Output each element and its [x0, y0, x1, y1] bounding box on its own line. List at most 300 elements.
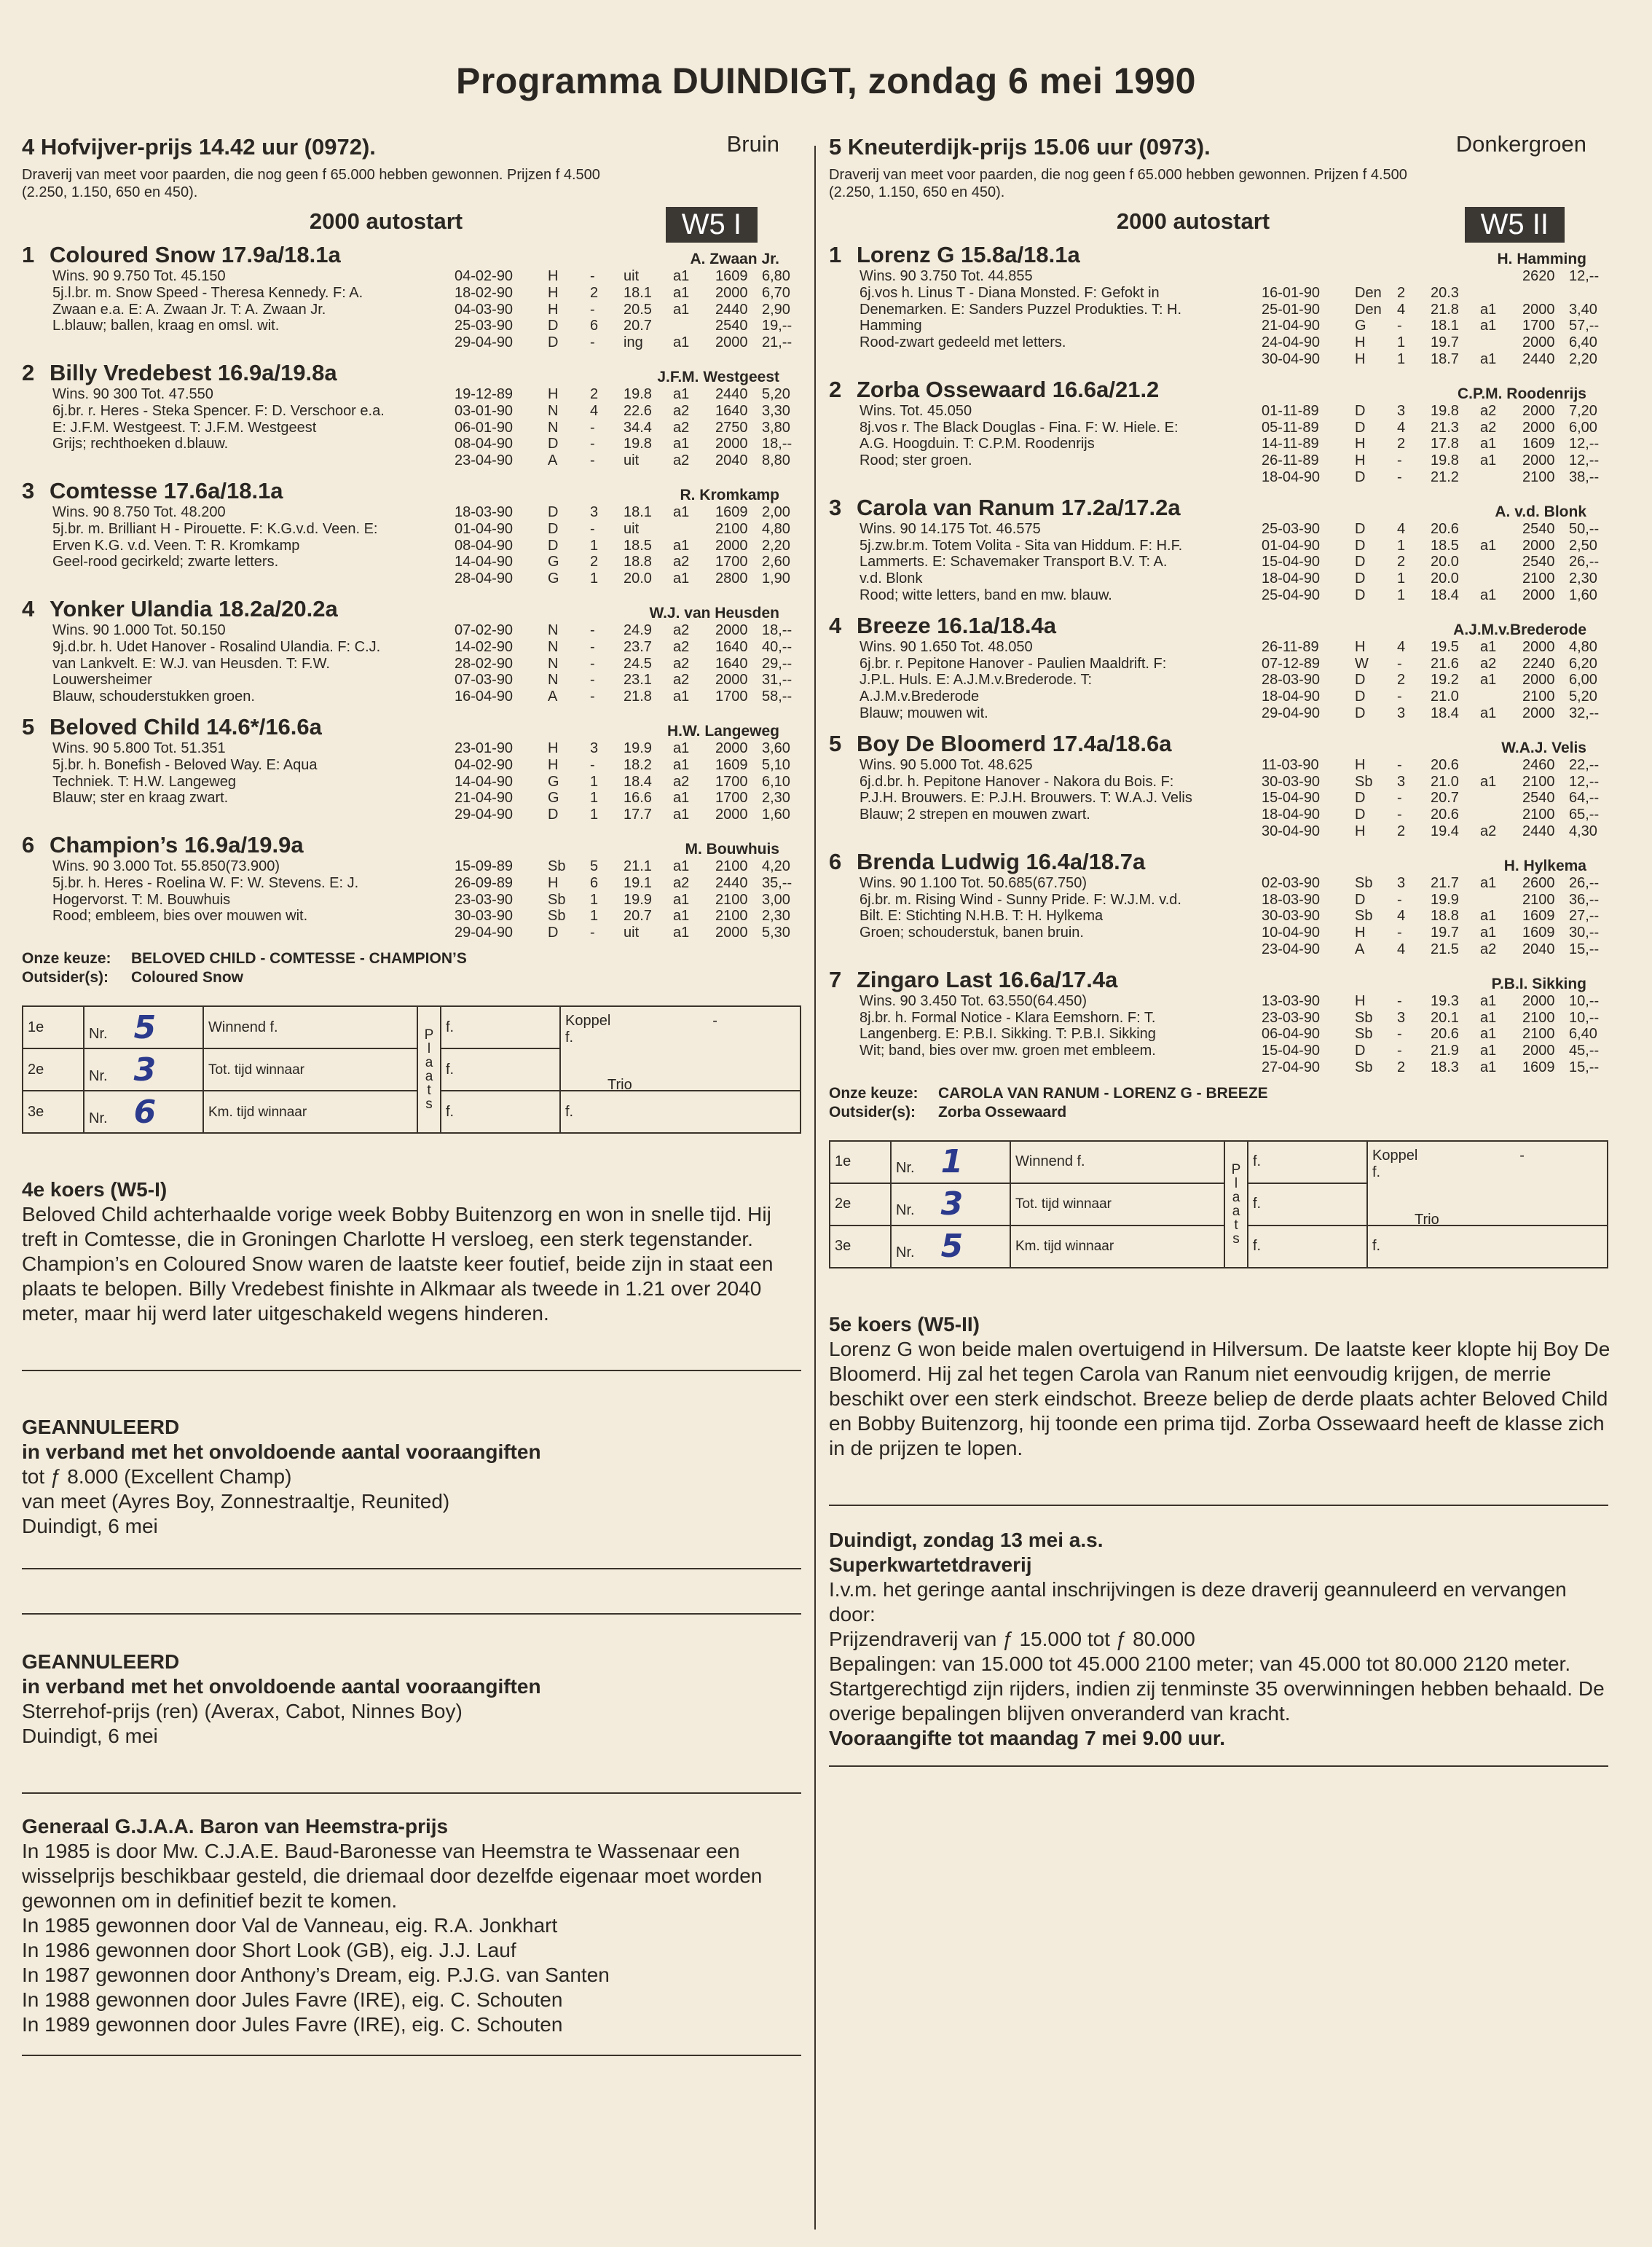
number-cell[interactable]: [891, 1141, 1010, 1183]
horse-description: [860, 403, 1267, 469]
trio-cell[interactable]: [1367, 1226, 1608, 1268]
description-line: Rood; ster groen.: [860, 452, 972, 469]
performance-cell: 3,00: [762, 891, 790, 908]
performance-cell: a2: [1480, 655, 1497, 672]
horse-details: [22, 622, 809, 708]
performance-cell: 06-01-90: [455, 419, 514, 436]
performance-cell: 18.1: [624, 504, 652, 520]
performance-cell: a2: [673, 672, 690, 689]
number-label: Nr.: [896, 1202, 915, 1219]
performance-row: [455, 538, 797, 554]
performance-row: [455, 689, 797, 705]
performance-cell: 18-04-90: [1262, 468, 1321, 485]
performance-cell: a2: [673, 554, 690, 570]
plaats-amount[interactable]: f.: [441, 1048, 560, 1091]
performance-row: [455, 908, 797, 925]
performance-cell: 23-04-90: [1262, 941, 1321, 957]
performance-cell: A: [548, 689, 558, 705]
performance-row: [1262, 554, 1604, 570]
performance-cell: 30-03-90: [455, 908, 514, 925]
performance-cell: 1: [590, 807, 599, 823]
performance-cell: 1: [590, 773, 599, 790]
performance-cell: 4: [1397, 908, 1406, 925]
number-cell[interactable]: [84, 1091, 203, 1133]
horse-entry: [829, 849, 1616, 961]
performance-cell: 14-04-90: [455, 554, 514, 570]
performance-cell: 2100: [1522, 1009, 1555, 1026]
performance-cell: 2100: [1522, 689, 1555, 705]
performance-cell: Sb: [1355, 773, 1373, 790]
handwritten-number[interactable]: 3: [940, 1185, 964, 1223]
description-line: 5j.br. h. Heres - Roelina W. F: W. Stevens. E: J.: [52, 874, 359, 891]
description-line: Denemarken. E: Sanders Puzzel Produkties. T: H.: [860, 301, 1182, 318]
performance-row: [455, 757, 797, 774]
rule: [829, 1505, 1608, 1506]
performance-cell: 3,30: [762, 402, 790, 419]
performance-cell: -: [590, 689, 595, 705]
performance-cell: 2000: [1522, 537, 1555, 554]
description-line: Rood; embleem, bies over mouwen wit.: [52, 908, 308, 925]
performance-cell: 2,90: [762, 301, 790, 318]
performance-cell: a1: [673, 268, 690, 284]
performance-cell: 2000: [715, 740, 748, 756]
performance-cell: a1: [1480, 1043, 1497, 1059]
performance-cell: 1: [590, 570, 599, 587]
performance-cell: 03-01-90: [455, 402, 514, 419]
performance-cell: 45,--: [1569, 1043, 1600, 1059]
performance-cell: 3: [1397, 705, 1406, 721]
performance-row: [455, 554, 797, 570]
performance-cell: D: [1355, 468, 1366, 485]
performance-cell: 20.0: [1431, 570, 1459, 587]
horse-description: [52, 386, 460, 452]
performance-cell: 17.7: [624, 807, 652, 823]
description-line: Wins. 90 3.000 Tot. 55.850(73.900): [52, 858, 280, 874]
performance-cell: 3: [590, 504, 599, 520]
description-line: Wins. 90 1.000 Tot. 50.150: [52, 622, 226, 638]
performance-cell: D: [548, 537, 559, 554]
trainer-name: J.F.M. Westgeest: [657, 369, 779, 385]
plaats-amount[interactable]: f.: [1248, 1226, 1367, 1268]
performance-cell: H: [548, 301, 559, 318]
performance-cell: 38,--: [1569, 468, 1600, 485]
description-line: v.d. Blonk: [860, 570, 923, 587]
performance-cell: N: [548, 402, 559, 419]
performance-cell: 19-12-89: [455, 386, 514, 402]
performance-cell: 58,--: [762, 689, 792, 705]
performance-cell: a1: [1480, 992, 1497, 1009]
description-line: Blauw, schouderstukken groen.: [52, 689, 255, 705]
performance-cell: 2440: [1522, 823, 1555, 839]
performance-cell: 29-04-90: [455, 334, 514, 351]
performance-cell: 20.7: [624, 318, 652, 334]
performance-cell: 25-04-90: [1262, 587, 1321, 603]
performance-cell: 26,--: [1569, 874, 1600, 891]
performance-cell: 1609: [715, 504, 748, 520]
performance-cell: Sb: [548, 858, 566, 874]
performance-cell: a1: [673, 284, 690, 301]
description-line: Wins. 90 5.800 Tot. 51.351: [52, 740, 226, 756]
performance-row: [1262, 521, 1604, 538]
performance-cell: 19.2: [1431, 672, 1459, 689]
performance-row: [1262, 823, 1604, 840]
performance-cell: D: [548, 807, 559, 823]
koppel-cell[interactable]: [560, 1006, 801, 1091]
koppel-label: Koppel -: [565, 1013, 717, 1029]
performance-cell: 2000: [715, 537, 748, 554]
performance-cell: 4: [1397, 638, 1406, 655]
race-title: 5 Kneuterdijk-prijs 15.06 uur (0973).: [829, 134, 1211, 160]
performance-cell: 57,--: [1569, 318, 1600, 334]
performance-cell: 64,--: [1569, 790, 1600, 807]
performance-table: [1262, 403, 1604, 486]
trainer-name: W.J. van Heusden: [649, 605, 779, 621]
autostart-label: 2000 autostart: [309, 208, 463, 234]
performance-cell: 1,60: [762, 807, 790, 823]
race-header: [22, 131, 809, 163]
horse-number: 3: [829, 494, 842, 520]
performance-cell: a1: [673, 334, 690, 351]
performance-cell: 2: [1397, 436, 1406, 452]
performance-cell: 15-04-90: [1262, 554, 1321, 570]
performance-row: [1262, 436, 1604, 452]
horse-list: [829, 242, 1616, 1079]
performance-cell: 19.8: [1431, 452, 1459, 469]
performance-cell: 30-04-90: [1262, 823, 1321, 839]
performance-cell: 8,80: [762, 452, 790, 469]
performance-cell: a1: [673, 301, 690, 318]
performance-row: [455, 672, 797, 689]
performance-cell: 3: [590, 740, 599, 756]
performance-cell: 1700: [715, 773, 748, 790]
performance-cell: 2800: [715, 570, 748, 587]
performance-cell: 15-09-89: [455, 858, 514, 874]
horse-number: 6: [22, 832, 35, 858]
performance-cell: 16.6: [624, 790, 652, 807]
performance-cell: 26-11-89: [1262, 452, 1319, 469]
performance-cell: G: [1355, 318, 1366, 334]
performance-cell: 21.9: [1431, 1043, 1459, 1059]
description-line: 6j.br. r. Heres - Steka Spencer. F: D. Verschoor e.a.: [52, 402, 385, 419]
performance-cell: G: [548, 790, 559, 807]
performance-cell: 2040: [1522, 941, 1555, 957]
performance-cell: 23-03-90: [455, 891, 514, 908]
performance-cell: 18-04-90: [1262, 689, 1321, 705]
performance-cell: a1: [673, 386, 690, 402]
performance-cell: 24.9: [624, 622, 652, 638]
horse-title: Beloved Child 14.6*/16.6a: [50, 714, 322, 740]
koppel-dash: -: [712, 1013, 717, 1029]
performance-cell: 18.8: [624, 554, 652, 570]
performance-cell: 13-03-90: [1262, 992, 1321, 1009]
plaats-amount[interactable]: f.: [441, 1006, 560, 1048]
handwritten-number[interactable]: 5: [133, 1008, 157, 1046]
performance-cell: 01-04-90: [455, 520, 514, 537]
plaats-amount[interactable]: f.: [441, 1091, 560, 1133]
performance-cell: -: [1397, 1043, 1402, 1059]
performance-row: [1262, 452, 1604, 469]
performance-cell: a1: [1480, 436, 1497, 452]
description-line: Groen; schouderstuk, banen bruin.: [860, 925, 1084, 941]
horse-entry: [22, 360, 809, 472]
performance-row: [1262, 538, 1604, 554]
trainer-name: C.P.M. Roodenrijs: [1458, 385, 1586, 402]
performance-cell: 21.1: [624, 858, 652, 874]
performance-cell: 40,--: [762, 638, 792, 655]
horse-description: [860, 639, 1267, 722]
number-cell[interactable]: [84, 1006, 203, 1048]
description-line: Wins. 90 1.650 Tot. 48.050: [860, 638, 1033, 655]
description-line: Wins. 90 3.450 Tot. 63.550(64.450): [860, 992, 1087, 1009]
performance-cell: D: [1355, 402, 1366, 419]
horse-entry: [829, 495, 1616, 607]
horse-number: 1: [829, 242, 842, 267]
performance-cell: 18-02-90: [455, 284, 514, 301]
horse-entry: [829, 242, 1616, 371]
performance-cell: -: [1397, 790, 1402, 807]
performance-cell: a1: [673, 908, 690, 925]
rule: [22, 1792, 801, 1794]
performance-cell: 1,90: [762, 570, 790, 587]
description-line: 5j.zw.br.m. Totem Volita - Sita van Hiddum. F: H.F.: [860, 537, 1183, 554]
horse-description: [860, 993, 1267, 1059]
performance-row: [455, 892, 797, 909]
performance-cell: 65,--: [1569, 807, 1600, 823]
performance-cell: a2: [673, 452, 690, 469]
performance-cell: Sb: [1355, 1059, 1373, 1075]
performance-cell: 19.7: [1431, 925, 1459, 941]
performance-cell: H: [548, 386, 559, 402]
horse-entry: [22, 242, 809, 354]
horse-entry: [829, 377, 1616, 489]
trainer-name: R. Kromkamp: [680, 487, 779, 503]
performance-cell: 6: [590, 874, 599, 891]
performance-table: [455, 386, 797, 469]
performance-cell: H: [548, 756, 559, 773]
plaats-label: P l a a t s: [1224, 1141, 1248, 1268]
performance-cell: 27-04-90: [1262, 1059, 1321, 1075]
horse-title: Brenda Ludwig 16.4a/18.7a: [857, 848, 1146, 874]
description-line: A.J.M.v.Brederode: [860, 689, 980, 705]
performance-cell: 2,30: [1569, 570, 1597, 587]
performance-cell: 08-04-90: [455, 436, 514, 452]
horse-number: 4: [22, 596, 35, 621]
description-line: Lammerts. E: Schavemaker Transport B.V. T: A.: [860, 554, 1168, 570]
performance-row: [455, 656, 797, 672]
horse-description: [860, 268, 1267, 351]
performance-cell: 21,--: [762, 334, 792, 351]
performance-cell: 2440: [715, 874, 748, 891]
performance-cell: 2100: [1522, 468, 1555, 485]
performance-cell: D: [548, 520, 559, 537]
performance-cell: a1: [1480, 925, 1497, 941]
performance-cell: a2: [673, 874, 690, 891]
handwritten-number[interactable]: 3: [133, 1051, 157, 1089]
race-badge: W5 I: [666, 207, 758, 243]
koppel-label: Koppel -: [1372, 1147, 1525, 1164]
heemstra-prize: Generaal G.J.A.A. Baron van Heemstra-prijs In 1985 is door Mw. C.J.A.E. Baud-Baronesse van Heemstra te Wassenaar een wisselprijs beschikbaar gesteld, die driemaal door dezelfde eigenaar moet worden gewonnen om in definitief bezit te komen. In 1985 gewonnen door Val de Vanneau, eig. R.A. Jonkhart In 1986 gewonnen door Short Look (GB), eig. J.J. Lauf In 1987 gewonnen door Anthony’s Dream, eig. P.J.G. van Santen In 1988 gewonnen door Jules Favre (IRE), eig. C. Schouten In 1989 gewonnen door Jules Favre (IRE), eig. C. Schouten: [22, 1815, 763, 2036]
trainer-name: H. Hamming: [1497, 251, 1586, 267]
performance-row: [1262, 774, 1604, 791]
performance-cell: 18.1: [1431, 318, 1459, 334]
performance-cell: uit: [624, 520, 640, 537]
performance-cell: 2000: [1522, 1043, 1555, 1059]
performance-cell: a1: [673, 858, 690, 874]
performance-cell: 2000: [1522, 705, 1555, 721]
performance-cell: -: [590, 672, 595, 689]
plaats-amount[interactable]: f.: [1248, 1141, 1367, 1183]
performance-cell: H: [548, 874, 559, 891]
performance-cell: 15-04-90: [1262, 1043, 1321, 1059]
horse-number: 4: [829, 612, 842, 638]
performance-cell: 6,70: [762, 284, 790, 301]
performance-cell: a1: [1480, 1026, 1497, 1043]
trio-cell[interactable]: [560, 1091, 801, 1133]
plaats-amount[interactable]: f.: [1248, 1183, 1367, 1226]
horse-number: 3: [22, 478, 35, 503]
description-line: Rood-zwart gedeeld met letters.: [860, 334, 1066, 351]
performance-cell: N: [548, 672, 559, 689]
performance-cell: 1609: [715, 756, 748, 773]
horse-number: 1: [22, 242, 35, 267]
performance-cell: 21.7: [1431, 874, 1459, 891]
number-cell[interactable]: [891, 1226, 1010, 1268]
performance-cell: Sb: [548, 891, 566, 908]
performance-cell: 30,--: [1569, 925, 1600, 941]
column-divider: [814, 146, 816, 2230]
performance-cell: 2100: [715, 858, 748, 874]
performance-cell: 2600: [1522, 874, 1555, 891]
description-line: 5j.br. h. Bonefish - Beloved Way. E: Aqua: [52, 756, 318, 773]
horse-number: 5: [829, 730, 842, 756]
performance-cell: 2000: [1522, 672, 1555, 689]
description-line: 5j.br. m. Brilliant H - Pirouette. F: K.G.v.d. Veen. E:: [52, 520, 378, 537]
performance-cell: G: [548, 570, 559, 587]
performance-cell: H: [1355, 925, 1366, 941]
performance-cell: a1: [1480, 318, 1497, 334]
performance-row: [455, 436, 797, 452]
performance-row: [1262, 420, 1604, 436]
performance-cell: 18.4: [624, 773, 652, 790]
performance-cell: -: [1397, 655, 1402, 672]
performance-cell: a1: [1480, 301, 1497, 318]
performance-cell: a1: [673, 537, 690, 554]
rule: [22, 1613, 801, 1615]
number-cell[interactable]: [84, 1048, 203, 1091]
performance-cell: H: [1355, 350, 1366, 367]
performance-cell: 01-04-90: [1262, 537, 1321, 554]
number-cell[interactable]: [891, 1183, 1010, 1226]
performance-cell: A: [548, 452, 558, 469]
preview-text: Beloved Child achterhaalde vorige week Bobby Buitenzorg en won in snelle tijd. Hij treft in Comtesse, die in Groningen Charlotte H versloeg, een sterk tegenstander. Champion’s en Coloured Snow waren de laatste keer foutief, beide zijn in staat een plaats te belopen. Billy Vredebest finishte in Alkmaar als tweede in 1.21 over 2040 meter, maar hij werd later uitgeschakeld wegens hinderen.: [22, 1203, 774, 1325]
performance-cell: 2240: [1522, 655, 1555, 672]
race-title: 4 Hofvijver-prijs 14.42 uur (0972).: [22, 134, 376, 160]
performance-cell: 1640: [715, 638, 748, 655]
performance-row: [455, 570, 797, 587]
our-choice: Onze keuze: BELOVED CHILD - COMTESSE - CHAMPION’S: [22, 950, 467, 967]
performance-cell: 6,00: [1569, 419, 1597, 436]
performance-row: [1262, 1010, 1604, 1027]
performance-table: [1262, 875, 1604, 958]
description-line: Wins. 90 5.000 Tot. 48.625: [860, 756, 1033, 773]
performance-cell: -: [590, 638, 595, 655]
performance-cell: 23.1: [624, 672, 652, 689]
description-line: Wins. 90 14.175 Tot. 46.575: [860, 520, 1041, 537]
performance-row: [1262, 807, 1604, 823]
performance-row: [455, 334, 797, 351]
result-label: Km. tijd winnaar: [203, 1091, 417, 1133]
performance-cell: 2100: [715, 891, 748, 908]
performance-cell: 23.7: [624, 638, 652, 655]
performance-cell: 1: [1397, 334, 1406, 351]
performance-cell: 2000: [1522, 587, 1555, 603]
performance-cell: 6,20: [1569, 655, 1597, 672]
race-color: Donkergroen: [1455, 131, 1586, 157]
performance-cell: 20.0: [624, 570, 652, 587]
performance-cell: 24-04-90: [1262, 334, 1321, 351]
performance-cell: 1640: [715, 655, 748, 672]
performance-cell: D: [548, 925, 559, 941]
performance-cell: 2440: [1522, 350, 1555, 367]
performance-cell: Den: [1355, 284, 1382, 301]
performance-cell: 50,--: [1569, 520, 1600, 537]
performance-cell: 6,40: [1569, 334, 1597, 351]
performance-cell: a1: [1480, 1009, 1497, 1026]
trainer-name: M. Bouwhuis: [685, 841, 779, 858]
performance-cell: 16-04-90: [455, 689, 514, 705]
performance-cell: 20.6: [1431, 756, 1459, 773]
performance-cell: 2000: [715, 334, 748, 351]
performance-row: [1262, 892, 1604, 909]
description-line: Wins. 90 3.750 Tot. 44.855: [860, 268, 1033, 284]
place-rank: 1e: [830, 1141, 891, 1183]
description-line: 8j.br. h. Formal Notice - Klara Eemshorn. F: T.: [860, 1009, 1156, 1026]
performance-cell: 2: [1397, 284, 1406, 301]
performance-cell: 18-03-90: [455, 504, 514, 520]
performance-row: [455, 622, 797, 639]
description-line: Hogervorst. T: M. Bouwhuis: [52, 891, 231, 908]
performance-row: [455, 807, 797, 823]
horse-number: 6: [829, 848, 842, 874]
horse-title: Champion’s 16.9a/19.9a: [50, 832, 304, 858]
race-5-preview: [829, 1312, 1616, 1461]
horse-description: [52, 858, 460, 925]
performance-cell: N: [548, 419, 559, 436]
performance-cell: 23-03-90: [1262, 1009, 1321, 1026]
performance-cell: 1700: [1522, 318, 1555, 334]
performance-cell: 25-03-90: [1262, 520, 1321, 537]
handwritten-number[interactable]: 1: [940, 1143, 964, 1181]
performance-cell: 2: [1397, 823, 1406, 839]
performance-cell: 2620: [1522, 268, 1555, 284]
handwritten-number[interactable]: 5: [940, 1228, 964, 1266]
performance-cell: 2540: [1522, 520, 1555, 537]
performance-cell: 2000: [715, 436, 748, 452]
performance-cell: -: [590, 452, 595, 469]
description-line: Zwaan e.a. E: A. Zwaan Jr. T: A. Zwaan Jr.: [52, 301, 326, 318]
description-line: Blauw; ster en kraag zwart.: [52, 790, 229, 807]
performance-cell: -: [1397, 992, 1402, 1009]
horse-description: [52, 268, 460, 334]
koppel-cell[interactable]: [1367, 1141, 1608, 1226]
performance-cell: 18.5: [1431, 537, 1459, 554]
performance-cell: 1700: [715, 689, 748, 705]
trainer-name: A. v.d. Blonk: [1495, 503, 1586, 520]
performance-cell: a1: [673, 756, 690, 773]
performance-cell: D: [1355, 807, 1366, 823]
handwritten-number[interactable]: 6: [133, 1093, 157, 1131]
performance-cell: G: [548, 554, 559, 570]
